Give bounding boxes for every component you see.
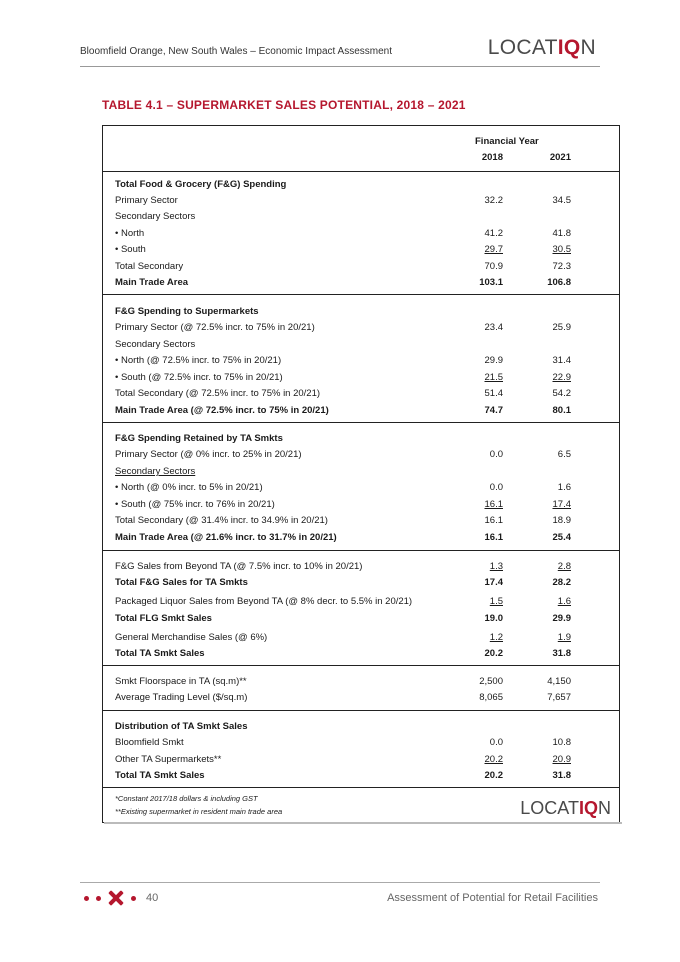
dot-icon <box>96 896 101 901</box>
footer-title: Assessment of Potential for Retail Facilities <box>387 892 598 904</box>
logo-accent: IQ <box>557 36 581 59</box>
value-2018 <box>443 244 503 256</box>
value-2021 <box>511 372 571 384</box>
footer-ornament <box>84 890 136 906</box>
value-2018: 16.1 <box>484 515 503 526</box>
column-group-header: Financial Year <box>475 136 539 147</box>
value-2021: 72.3 <box>552 261 571 272</box>
value-2021: 25.9 <box>552 322 571 333</box>
value-2021 <box>511 499 571 511</box>
row-label: • South (@ 75% incr. to 76% in 20/21) <box>115 499 275 510</box>
row-label: Primary Sector <box>115 195 178 206</box>
cross-icon <box>108 890 124 906</box>
value-2021 <box>511 561 571 573</box>
value-text: 29.7 <box>484 244 503 255</box>
row-label: F&G Spending Retained by TA Smkts <box>115 433 283 444</box>
table-note: *Constant 2017/18 dollars & including GST <box>115 794 258 803</box>
row-label: F&G Spending to Supermarkets <box>115 306 259 317</box>
value-2021: 6.5 <box>557 449 571 460</box>
value-2018: 8,065 <box>479 692 503 703</box>
value-2018 <box>443 499 503 511</box>
value-2021 <box>511 754 571 766</box>
row-label: Total F&G Sales for TA Smkts <box>115 577 248 588</box>
value-2018: 0.0 <box>489 449 503 460</box>
page-number: 40 <box>146 892 159 904</box>
value-2021 <box>511 596 571 608</box>
value-2021: 106.8 <box>547 277 571 288</box>
section-separator <box>103 710 619 711</box>
sales-potential-table <box>102 125 620 823</box>
value-2021 <box>511 244 571 256</box>
section-separator <box>103 550 619 551</box>
location-iq-logo <box>488 36 596 60</box>
logo-accent: IQ <box>578 798 598 818</box>
value-text: 1.6 <box>557 596 571 607</box>
value-text: 17.4 <box>552 499 571 510</box>
column-header-2021: 2021 <box>549 152 571 163</box>
value-2021: 31.8 <box>552 648 571 659</box>
value-2018: 17.4 <box>484 577 503 588</box>
row-label: Distribution of TA Smkt Sales <box>115 721 248 732</box>
row-label: • South <box>115 244 146 255</box>
value-text: 1.3 <box>489 561 503 572</box>
logo-text: LOCAT <box>487 36 558 59</box>
section-separator <box>103 787 619 788</box>
value-text: 22.9 <box>552 372 571 383</box>
value-2018: 70.9 <box>484 261 503 272</box>
value-2021: 41.8 <box>552 228 571 239</box>
logo-text: LOCAT <box>520 798 579 818</box>
value-2021: 10.8 <box>552 737 571 748</box>
value-2018: 32.2 <box>484 195 503 206</box>
value-text: 30.5 <box>552 244 571 255</box>
value-2021: 31.4 <box>552 355 571 366</box>
table-note: **Existing supermarket in resident main trade area <box>115 807 283 816</box>
row-label: Total Secondary <box>115 261 184 272</box>
row-label: Other TA Supermarkets** <box>115 754 222 765</box>
row-label: Secondary Sectors <box>115 339 196 350</box>
value-2018: 23.4 <box>484 322 503 333</box>
row-label: Total TA Smkt Sales <box>115 648 205 659</box>
value-2018 <box>443 754 503 766</box>
document-header-title: Bloomfield Orange, New South Wales – Economic Impact Assessment <box>80 46 392 57</box>
value-2021: 28.2 <box>552 577 571 588</box>
value-text: 20.2 <box>484 754 503 765</box>
value-2018: 51.4 <box>484 388 503 399</box>
value-text: 16.1 <box>484 499 503 510</box>
value-2021: 80.1 <box>552 405 571 416</box>
header-divider <box>80 66 600 67</box>
value-2021: 1.6 <box>557 482 571 493</box>
value-text: 2.8 <box>557 561 571 572</box>
value-2021 <box>511 632 571 644</box>
row-label: Average Trading Level ($/sq.m) <box>115 692 248 703</box>
header-separator <box>103 171 619 172</box>
value-2021: 31.8 <box>552 770 571 781</box>
value-2018: 0.0 <box>489 482 503 493</box>
value-2021: 34.5 <box>552 195 571 206</box>
row-label: Total FLG Smkt Sales <box>115 613 212 624</box>
value-2018: 16.1 <box>484 532 503 543</box>
section-separator <box>103 294 619 295</box>
value-2018: 74.7 <box>484 405 503 416</box>
value-2018: 20.2 <box>484 770 503 781</box>
logo-end: N <box>598 798 611 818</box>
row-label: General Merchandise Sales (@ 6%) <box>115 632 268 643</box>
row-label: Primary Sector (@ 72.5% incr. to 75% in 20/21) <box>115 322 315 333</box>
logo-end: N <box>580 36 596 59</box>
table-title: TABLE 4.1 – SUPERMARKET SALES POTENTIAL, 2018 – 2021 <box>102 98 466 112</box>
footer-divider <box>80 882 600 883</box>
row-label: Total Food & Grocery (F&G) Spending <box>115 179 287 190</box>
value-2018: 103.1 <box>479 277 503 288</box>
table-shadow <box>104 822 622 824</box>
dot-icon <box>131 896 136 901</box>
row-label: Main Trade Area <box>115 277 189 288</box>
row-label: Packaged Liquor Sales from Beyond TA (@ 8% decr. to 5.5% in 20/21) <box>115 596 413 607</box>
row-label: Bloomfield Smkt <box>115 737 184 748</box>
row-label: Total TA Smkt Sales <box>115 770 205 781</box>
value-2018: 0.0 <box>489 737 503 748</box>
value-2021: 25.4 <box>552 532 571 543</box>
row-label: Main Trade Area (@ 72.5% incr. to 75% in 20/21) <box>115 405 329 416</box>
row-label: Secondary Sectors <box>115 466 196 477</box>
row-label: Total Secondary (@ 31.4% incr. to 34.9% in 20/21) <box>115 515 328 526</box>
row-label: • South (@ 72.5% incr. to 75% in 20/21) <box>115 372 283 383</box>
value-2018: 19.0 <box>484 613 503 624</box>
value-text: 1.5 <box>489 596 503 607</box>
row-label: Smkt Floorspace in TA (sq.m)** <box>115 676 247 687</box>
value-2021: 18.9 <box>552 515 571 526</box>
row-label: Total Secondary (@ 72.5% incr. to 75% in 20/21) <box>115 388 321 399</box>
row-label: F&G Sales from Beyond TA (@ 7.5% incr. to 10% in 20/21) <box>115 561 363 572</box>
value-2021: 7,657 <box>547 692 571 703</box>
value-text: 1.2 <box>489 632 503 643</box>
section-separator <box>103 665 619 666</box>
column-header-2018: 2018 <box>481 152 503 163</box>
value-2018 <box>443 561 503 573</box>
row-label: Primary Sector (@ 0% incr. to 25% in 20/21) <box>115 449 302 460</box>
row-label: • North <box>115 228 145 239</box>
value-2021: 29.9 <box>552 613 571 624</box>
row-label: • North (@ 0% incr. to 5% in 20/21) <box>115 482 263 493</box>
value-2018: 2,500 <box>479 676 503 687</box>
value-2018 <box>443 632 503 644</box>
row-label: Main Trade Area (@ 21.6% incr. to 31.7% in 20/21) <box>115 532 337 543</box>
value-2021: 4,150 <box>547 676 571 687</box>
value-2018 <box>443 372 503 384</box>
value-text: 21.5 <box>484 372 503 383</box>
value-2018: 20.2 <box>484 648 503 659</box>
value-2018: 29.9 <box>484 355 503 366</box>
value-2018 <box>443 596 503 608</box>
value-text: 20.9 <box>552 754 571 765</box>
table-logo <box>520 798 611 819</box>
value-text: 1.9 <box>557 632 571 643</box>
value-2018: 41.2 <box>484 228 503 239</box>
row-label: • North (@ 72.5% incr. to 75% in 20/21) <box>115 355 282 366</box>
value-2021: 54.2 <box>552 388 571 399</box>
section-separator <box>103 422 619 423</box>
row-label: Secondary Sectors <box>115 211 196 222</box>
dot-icon <box>84 896 89 901</box>
